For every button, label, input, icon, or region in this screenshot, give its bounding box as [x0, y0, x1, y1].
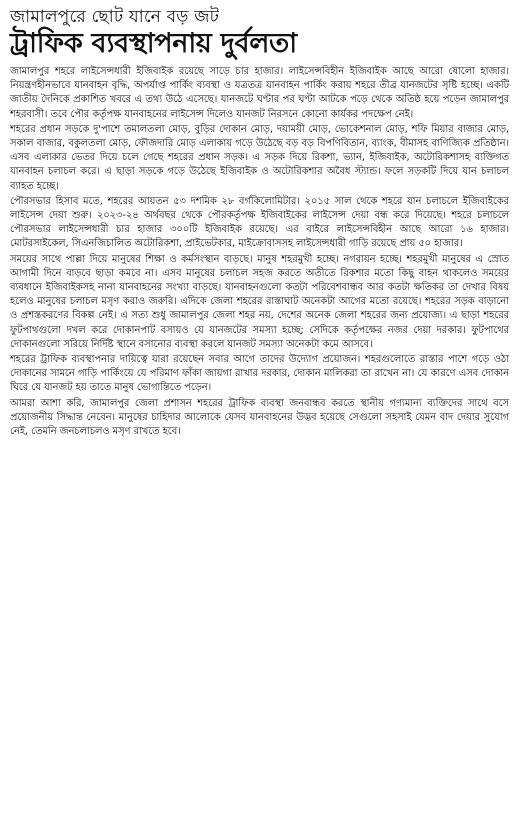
article-paragraph: শহরের ট্রাফিক ব্যবস্থাপনার দায়িত্বে যারা রয়েছেন সবার আগে তাদের উদ্যোগ প্রয়োজন। শহরগুলোতে রাস্তার পাশে গড়ে ওঠা দোকানের সামনে গাড়ি পার্কিংয়ে যে পরিমাণ ফাঁকা জায়গা রাখার দরকার, দোকান মালিকরা তা রাখেন না। যে কারণে এসব দোকান ঘিরে যে যানজট হয় তাতে মানুষ ভোগান্তিতে পড়েন। — [10, 354, 509, 394]
article-paragraph: পৌরসভার হিসাব মতে, শহরের আয়তন ৫৩ দশমিক ২৮ বর্গকিলোমিটার। ২০১৫ সাল থেকে শহরে যান চলাচলে ইজিবাইকের লাইসেন্স দেয়া শুরু। ২০২৩-২৪ অর্থবছর থেকে পৌরকর্তৃপক্ষ ইজিবাইকের লাইসেন্স দেয়া বন্ধ করে দিয়েছে। শহরে চলাচলে পৌরসভার লাইসেন্সধারী চার হাজার ৩০০টি ইজিবাইক রয়েছে। এর বাইরে লাইসেন্সবিহীন আছে আরো ১৬ হাজার। মোটরসাইকেল, সিএনজিচালিত অটোরিকশা, প্রাইভেটকার, মাইক্রোবাসসহ লাইসেন্সধারী গাড়ি রয়েছে প্রায় ৫০ হাজার। — [10, 195, 509, 250]
article-paragraph: শহরের প্রধান সড়কে দু'পাশে তমালতলা মোড়, বুড়ির দোকান মোড়, দয়াময়ী মোড়, ভোকেশনাল মোড়, শফি মিয়ার বাজার মোড়, সকাল বাজার, বকুলতলা মোড়, ফৌজদারি মোড় এলাকায় গড়ে উঠেছে বড় বড় বিপণিবিতান, ব্যাংক, বীমাসহ বাণিজ্যিক প্রতিষ্ঠান। এসব এলাকার ভেতর দিয়ে চলে গেছে শহরের প্রধান সড়ক। এ সড়ক দিয়ে রিকশা, ভ্যান, ইজিবাইক, অটোরিকশাসহ ব্যক্তিগত যানবাহন চলাচল করে। এ ছাড়া সড়কে গড়ে উঠেছে ইজিবাইক ও অটোরিকশার অবৈধ স্ট্যান্ড। ফলে সড়কটি দিয়ে যান চলাচল ব্যাহত হচ্ছে। — [10, 123, 509, 192]
article-paragraph: সময়ের সাথে পাল্লা দিয়ে মানুষের শিক্ষা ও কর্মসংস্থান বাড়ছে। মানুষ শহরমুখী হচ্ছে। নগরায়ন হচ্ছে। শহরমুখী মানুষের এ স্রোত আগামী দিনে বাড়বে ছাড়া কমবে না। এসব মানুষের চলাচল সহজ করতে অতীতে রিকশার মতো কিছু বাহন থাকলেও সময়ের ব্যবধানে ইজিবাইকসহ নানা যানবাহনের সংখ্যা বাড়ছে। যানবাহনগুলো কতটা পরিবেশবান্ধব আর কতটা ক্ষতিকর তা দেখার বিষয় হলেও মানুষের চলাচল মসৃণ করাও জরুরি। এদিকে জেলা শহরের রাস্তাঘাট অনেকটা আগের মতো রয়েছে। শহরের সড়ক বাড়ানো ও প্রশস্তকরণের বিকল্প নেই। এ সত্য শুধু জামালপুর জেলা শহর নয়, দেশের অনেক জেলা শহরের জন্য প্রযোজ্য। এ ছাড়া শহরের ফুটপাথগুলো দখল করে দোকানপাট বসায়ও যে যানজটের সমস্যা হচ্ছে; সেদিকে কর্তৃপক্ষের নজর দেয়া দরকার। ফুটপাথের দোকানগুলো সরিয়ে নির্দিষ্ট স্থানে বসানোর ব্যবস্থা করলে যানজট সমস্যা অনেকটা কমে আসবে। — [10, 253, 509, 350]
article-body — [10, 65, 509, 439]
article-kicker: জামালপুরে ছোট যানে বড় জট — [10, 7, 220, 27]
article-headline: ট্রাফিক ব্যবস্থাপনায় দুর্বলতা — [10, 28, 297, 59]
article-paragraph: জামালপুর শহরে লাইসেন্সধারী ইজিবাইক রয়েছে সাড়ে চার হাজার। লাইসেন্সবিহীন ইজিবাইক আছে আরো ষোলো হাজার। নিয়ন্ত্রণহীনভাবে যানবাহন বৃদ্ধি, অপর্যাপ্ত পার্কিং ব্যবস্থা ও যত্রতত্র যানবাহন পার্কিং করায় শহরে তীব্র যানজটের সৃষ্টি হচ্ছে। একটি জাতীয় দৈনিকে প্রকাশিত খবরে এ তথ্য উঠে এসেছে। যানজটে ঘণ্টার পর ঘণ্টা আটকে পড়ে থেকে অতিষ্ঠ হয়ে পড়েন জামালপুর শহরবাসী। তবে পৌর কর্তৃপক্ষ যানবাহনের লাইসেন্স দিলেও যানজট নিরসনে কোনো কার্যকর পদক্ষেপ নেই। — [10, 66, 509, 120]
article-paragraph: আমরা আশা করি, জামালপুর জেলা প্রশাসন শহরের ট্রাফিক ব্যবস্থা জনবান্ধব করতে স্থানীয় গণ্যমান্য ব্যক্তিদের সাথে বসে প্রয়োজনীয় সিদ্ধান্ত নেবেন। মানুষের চাহিদার আলোকে যেসব যানবাহনের উদ্ভব হয়েছে সেগুলো সহসাই যেমন বাদ দেয়ার সুযোগ নেই, তেমনি জনচলাচলও মসৃণ রাখতে হবে। — [10, 397, 509, 438]
